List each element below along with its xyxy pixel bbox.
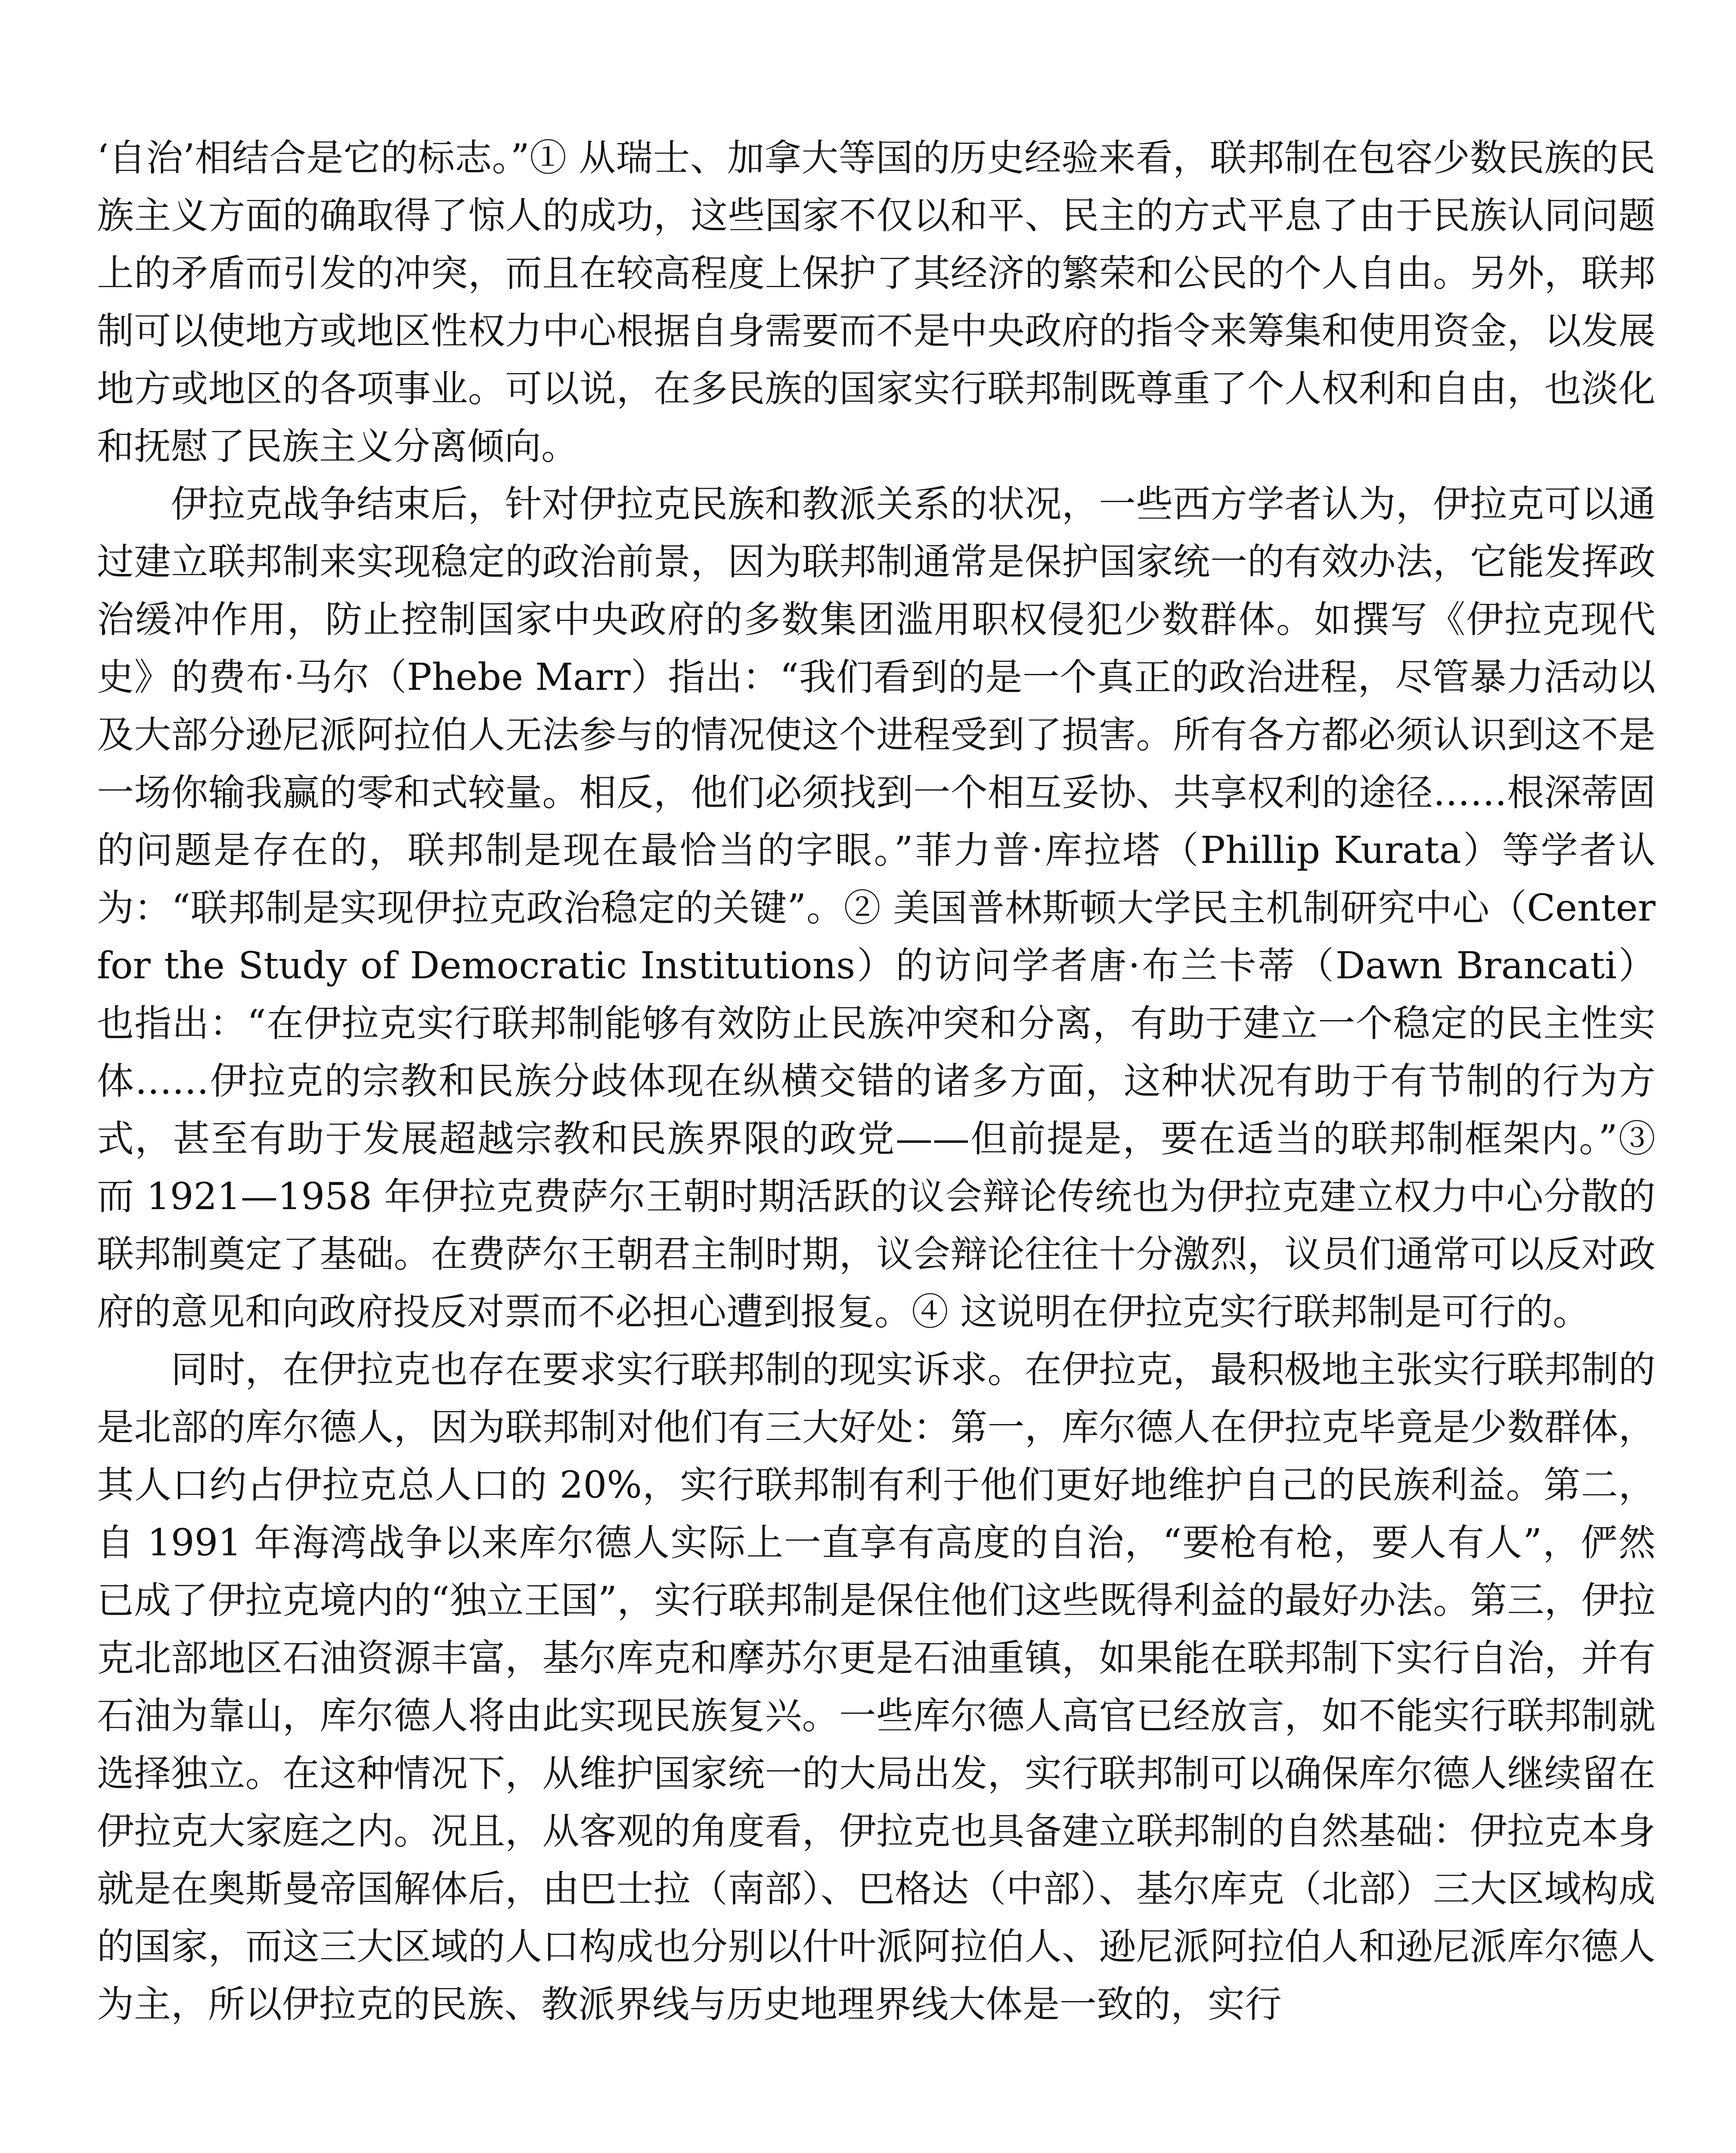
paragraph-1: ‘自治’相结合是它的标志。”① 从瑞士、加拿大等国的历史经验来看，联邦制在包容少数民族的民族主义方面的确取得了惊人的成功，这些国家不仅以和平、民主的方式平息了由于民族认同问题上的矛盾而引发的冲突，而且在较高程度上保护了其经济的繁荣和公民的个人自由。另外，联邦制可以使地方或地区性权力中心根据自身需要而不是中央政府的指令来筹集和使用资金，以发展地方或地区的各项事业。可以说，在多民族的国家实行联邦制既尊重了个人权利和自由，也淡化和抚慰了民族主义分离倾向。 [97,137,1655,468]
paragraph-2: 伊拉克战争结束后，针对伊拉克民族和教派关系的状况，一些西方学者认为，伊拉克可以通过建立联邦制来实现稳定的政治前景，因为联邦制通常是保护国家统一的有效办法，它能发挥政治缓冲作用，防止控制国家中央政府的多数集团滥用职权侵犯少数群体。如撰写《伊拉克现代史》的费布·马尔（Phebe Marr）指出：“我们看到的是一个真正的政治进程，尽管暴力活动以及大部分逊尼派阿拉伯人无法参与的情况使这个进程受到了损害。所有各方都必须认识到这不是一场你输我赢的零和式较量。相反，他们必须找到一个相互妥协、共享权利的途径……根深蒂固的问题是存在的，联邦制是现在最恰当的字眼。”菲力普·库拉塔（Phillip Kurata）等学者认为：“联邦制是实现伊拉克政治稳定的关键”。② 美国普林斯顿大学民主机制研究中心（Center for the Study of Democratic Institutions）的访问学者唐·布兰卡蒂（Dawn Brancati）也指出：“在伊拉克实行联邦制能够有效防止民族冲突和分离，有助于建立一个稳定的民主性实体……伊拉克的宗教和民族分歧体现在纵横交错的诸多方面，这种状况有助于有节制的行为方式，甚至有助于发展超越宗教和民族界限的政党——但前提是，要在适当的联邦制框架内。”③ 而 1921—1958 年伊拉克费萨尔王朝时期活跃的议会辩论传统也为伊拉克建立权力中心分散的联邦制奠定了基础。在费萨尔王朝君主制时期，议会辩论往往十分激烈，议员们通常可以反对政府的意见和向政府投反对票而不必担心遭到报复。④ 这说明在伊拉克实行联邦制是可行的。 [97,483,1655,1334]
paragraph-3: 同时，在伊拉克也存在要求实行联邦制的现实诉求。在伊拉克，最积极地主张实行联邦制的是北部的库尔德人，因为联邦制对他们有三大好处：第一，库尔德人在伊拉克毕竟是少数群体，其人口约占伊拉克总人口的 20%，实行联邦制有利于他们更好地维护自己的民族利益。第二，自 1991 年海湾战争以来库尔德人实际上一直享有高度的自治，“要枪有枪，要人有人”，俨然已成了伊拉克境内的“独立王国”，实行联邦制是保住他们这些既得利益的最好办法。第三，伊拉克北部地区石油资源丰富，基尔库克和摩苏尔更是石油重镇，如果能在联邦制下实行自治，并有石油为靠山，库尔德人将由此实现民族复兴。一些库尔德人高官已经放言，如不能实行联邦制就选择独立。在这种情况下，从维护国家统一的大局出发，实行联邦制可以确保库尔德人继续留在伊拉克大家庭之内。况且，从客观的角度看，伊拉克也具备建立联邦制的自然基础：伊拉克本身就是在奥斯曼帝国解体后，由巴士拉（南部）、巴格达（中部）、基尔库克（北部）三大区域构成的国家，而这三大区域的人口构成也分别以什叶派阿拉伯人、逊尼派阿拉伯人和逊尼派库尔德人为主，所以伊拉克的民族、教派界线与历史地理界线大体是一致的，实行 [97,1348,1655,2026]
body-text [97,129,1655,2033]
